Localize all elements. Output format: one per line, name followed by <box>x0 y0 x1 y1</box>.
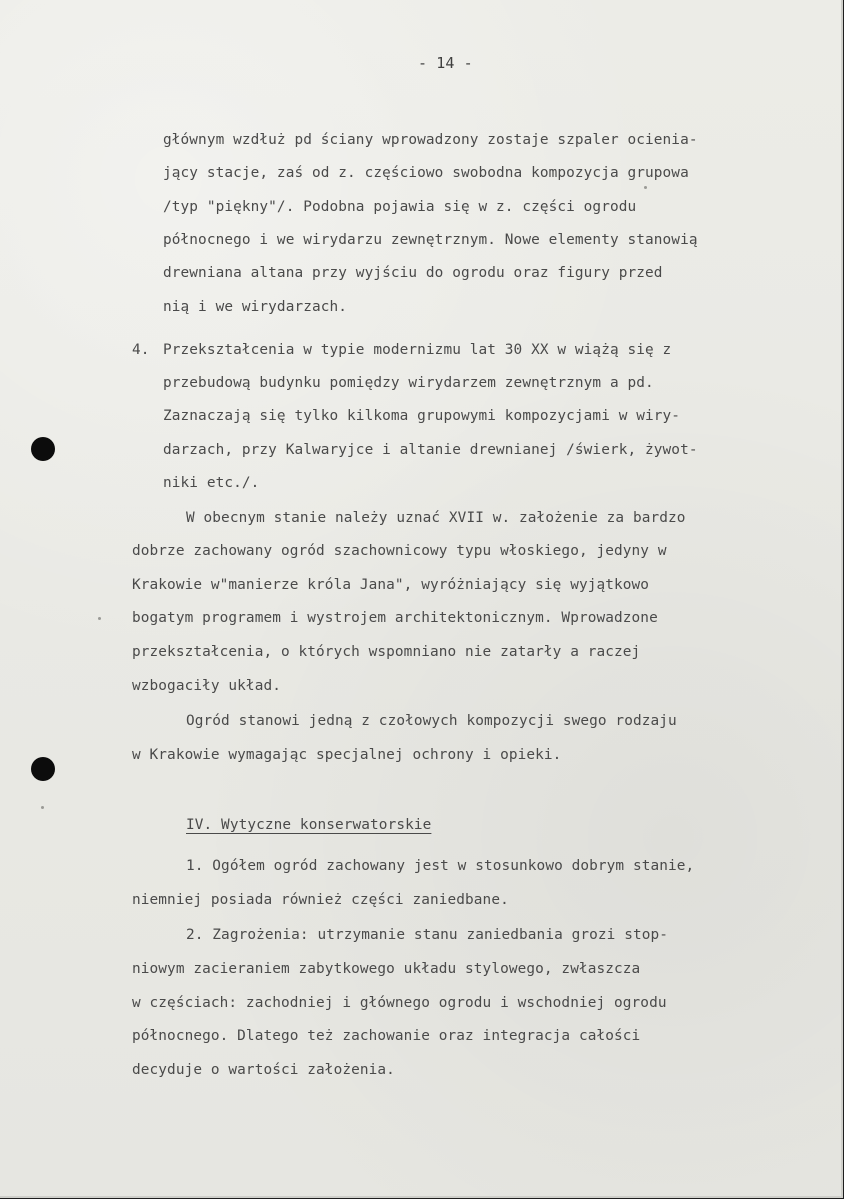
text-line: drewniana altana przy wyjściu do ogrodu oraz figury przed <box>163 265 663 281</box>
paper-speck <box>41 806 44 809</box>
text-line: Krakowie w"manierze króla Jana", wyróżniający się wyjątkowo <box>132 577 650 593</box>
text-line: W obecnym stanie należy uznać XVII w. założenie za bardzo <box>186 510 686 526</box>
text-line: głównym wzdłuż pd ściany wprowadzony zostaje szpaler ocienia- <box>163 132 698 148</box>
text-line: przebudową budynku pomiędzy wirydarzem zewnętrznym a pd. <box>163 375 654 391</box>
text-line: przekształcenia, o których wspomniano nie zatarły a raczej <box>132 644 641 660</box>
text-line: darzach, przy Kalwaryjce i altanie drewnianej /świerk, żywot- <box>163 442 698 458</box>
text-line: Ogród stanowi jedną z czołowych kompozycji swego rodzaju <box>186 713 677 729</box>
text-line: niemniej posiada również części zaniedbane. <box>132 892 509 908</box>
punch-hole <box>31 437 55 461</box>
text-line: w częściach: zachodniej i głównego ogrodu i wschodniej ogrodu <box>132 995 667 1011</box>
paper-speck <box>644 186 647 189</box>
punch-hole <box>31 757 55 781</box>
text-line: wzbogaciły układ. <box>132 678 281 694</box>
text-line: 1. Ogółem ogród zachowany jest w stosunkowo dobrym stanie, <box>186 858 695 874</box>
paper-speck <box>98 617 101 620</box>
text-line: dobrze zachowany ogród szachownicowy typu włoskiego, jedyny w <box>132 543 667 559</box>
text-line: niowym zacieraniem zabytkowego układu stylowego, zwłaszcza <box>132 961 641 977</box>
text-line: 2. Zagrożenia: utrzymanie stanu zaniedbania grozi stop- <box>186 927 669 943</box>
text-line: jący stacje, zaś od z. częściowo swobodna kompozycja grupowa <box>163 165 689 181</box>
text-line: bogatym programem i wystrojem architektonicznym. Wprowadzone <box>132 610 658 626</box>
text-line: nią i we wirydarzach. <box>163 299 348 315</box>
list-number: 4. <box>132 342 150 358</box>
text-line: północnego i we wirydarzu zewnętrznym. Nowe elementy stanowią <box>163 232 698 248</box>
text-line: /typ "piękny"/. Podobna pojawia się w z. części ogrodu <box>163 199 637 215</box>
section-heading: IV. Wytyczne konserwatorskie <box>186 817 432 833</box>
text-line: północnego. Dlatego też zachowanie oraz integracja całości <box>132 1028 641 1044</box>
text-line: niki etc./. <box>163 475 260 491</box>
text-line: Zaznaczają się tylko kilkoma grupowymi kompozycjami w wiry- <box>163 408 681 424</box>
text-line: Przekształcenia w typie modernizmu lat 30 XX w wiążą się z <box>163 342 672 358</box>
text-line: decyduje o wartości założenia. <box>132 1062 395 1078</box>
text-line: w Krakowie wymagając specjalnej ochrony i opieki. <box>132 747 562 763</box>
page-number: - 14 - <box>418 54 473 72</box>
